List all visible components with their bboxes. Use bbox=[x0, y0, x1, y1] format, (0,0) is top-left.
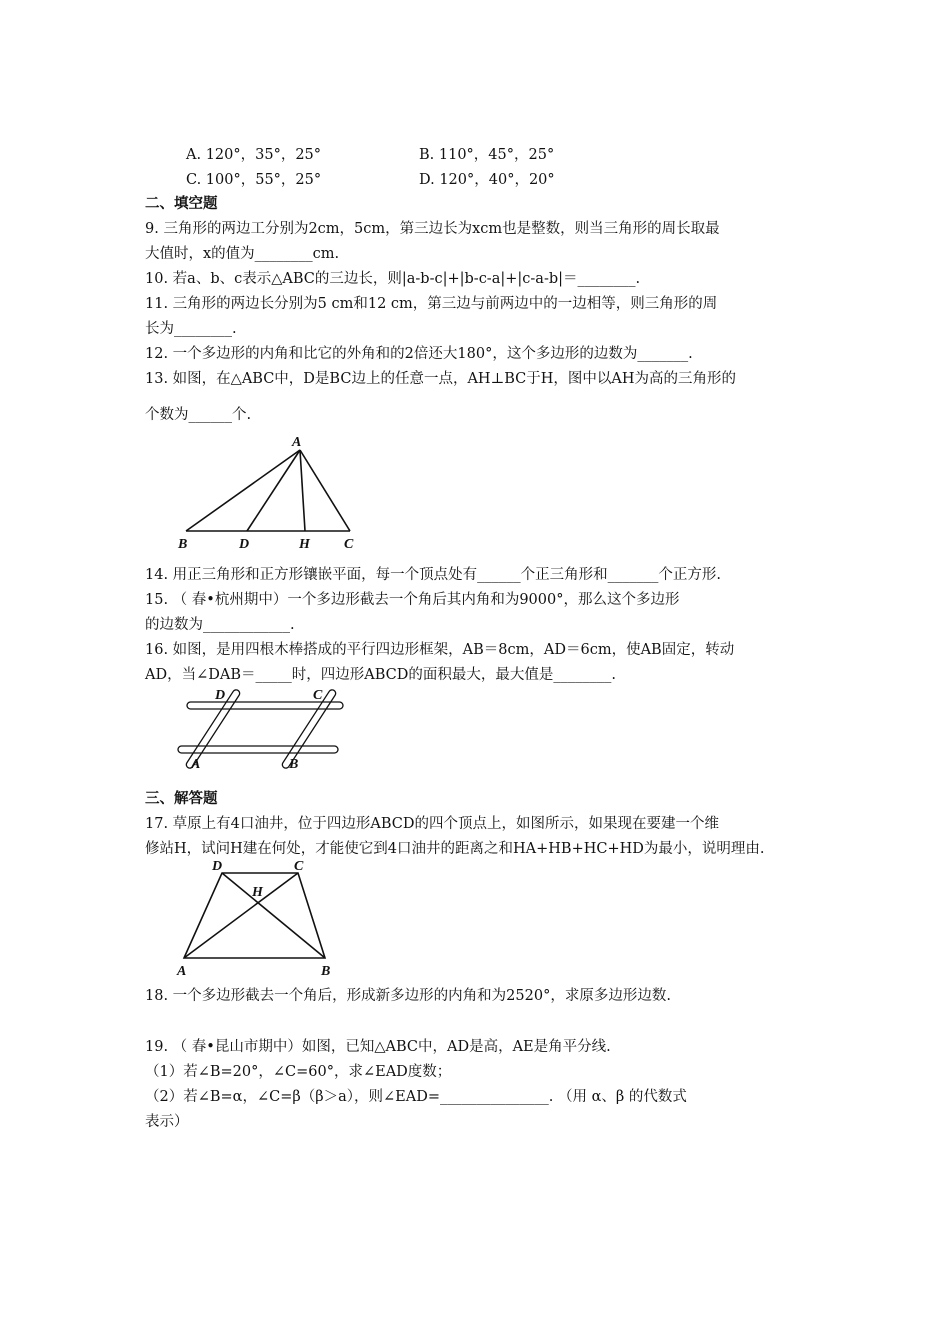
label-h: H bbox=[299, 537, 310, 552]
figure-17-quadrilateral bbox=[172, 855, 342, 980]
question-17-line-1: 17. 草原上有4口油井，位于四边形ABCD的四个顶点上，如图所示，如果现在要建一个维 bbox=[145, 816, 720, 832]
section-title-fill-in: 二、填空题 bbox=[145, 195, 218, 212]
question-18: 18. 一个多边形截去一个角后，形成新多边形的内角和为2520°，求原多边形边数. bbox=[145, 988, 671, 1004]
label-d: D bbox=[212, 859, 223, 874]
label-b: B bbox=[178, 537, 188, 552]
diagonal-ca bbox=[184, 873, 298, 958]
diagonal-db bbox=[222, 873, 325, 958]
question-16-line-1: 16. 如图，是用四根木棒搭成的平行四边形框架，AB＝8cm，AD＝6cm，使AB固定，转动 bbox=[145, 642, 735, 658]
option-b: B. 110°，45°，25° bbox=[419, 147, 555, 163]
question-11-line-1: 11. 三角形的两边长分别为5 cm和12 cm，第三边与前两边中的一边相等，则三角形的周 bbox=[145, 296, 718, 312]
label-a: A bbox=[191, 757, 201, 772]
label-b: B bbox=[321, 964, 331, 979]
question-15-line-1: 15. （ 春•杭州期中）一个多边形截去一个角后其内角和为9000°，那么这个多边形 bbox=[145, 592, 680, 608]
label-a: A bbox=[292, 435, 302, 450]
segment-ah bbox=[300, 450, 305, 531]
question-13-line-2: 个数为______个. bbox=[145, 407, 252, 423]
option-c: C. 100°，55°，25° bbox=[186, 172, 322, 188]
question-14: 14. 用正三角形和正方形镶嵌平面，每一个顶点处有______个正三角形和_______个正方形. bbox=[145, 567, 722, 583]
figure-13-triangle bbox=[170, 430, 370, 555]
question-16-line-2: AD，当∠DAB＝_____时，四边形ABCD的面积最大，最大值是________. bbox=[145, 667, 616, 683]
segment-ac bbox=[300, 450, 350, 531]
label-c: C bbox=[294, 859, 304, 874]
question-19-line-1: 19. （ 春•昆山市期中）如图，已知△ABC中，AD是高，AE是角平分线. bbox=[145, 1039, 611, 1055]
question-11-line-2: 长为________. bbox=[145, 321, 237, 337]
segment-ad bbox=[247, 450, 300, 531]
figure-16-parallelogram-frame bbox=[175, 685, 355, 775]
segment-ab bbox=[186, 450, 300, 531]
label-h: H bbox=[252, 885, 263, 900]
question-19-line-2: （1）若∠B=20°，∠C=60°，求∠EAD度数； bbox=[145, 1064, 452, 1080]
question-15-line-2: 的边数为____________. bbox=[145, 617, 295, 633]
question-9-line-1: 9. 三角形的两边工分别为2cm，5cm，第三边长为xcm也是整数，则当三角形的周长取最 bbox=[145, 221, 720, 237]
question-9-line-2: 大值时，x的值为________cm. bbox=[145, 246, 340, 262]
label-c: C bbox=[344, 537, 354, 552]
label-d: D bbox=[239, 537, 250, 552]
section-title-answer: 三、解答题 bbox=[145, 790, 218, 807]
label-d: D bbox=[215, 688, 226, 703]
question-19-line-3: （2）若∠B=α，∠C=β（β＞a），则∠EAD=_______________. （用 α、β 的代数式 bbox=[145, 1089, 687, 1105]
label-a: A bbox=[177, 964, 187, 979]
question-17-line-2: 修站H，试问H建在何处，才能使它到4口油井的距离之和HA+HB+HC+HD为最小，说明理由. bbox=[145, 841, 765, 857]
question-13-line-1: 13. 如图，在△ABC中，D是BC边上的任意一点，AH⊥BC于H，图中以AH为高的三角形的 bbox=[145, 371, 736, 387]
question-10: 10. 若a、b、c表示△ABC的三边长，则|a-b-c|+|b-c-a|+|c-a-b|＝________. bbox=[145, 271, 641, 287]
option-d: D. 120°，40°，20° bbox=[419, 172, 555, 188]
question-12: 12. 一个多边形的内角和比它的外角和的2倍还大180°，这个多边形的边数为_______. bbox=[145, 346, 693, 362]
label-b: B bbox=[289, 757, 299, 772]
label-c: C bbox=[313, 688, 323, 703]
option-a: A. 120°，35°，25° bbox=[186, 147, 322, 163]
question-19-line-4: 表示） bbox=[145, 1114, 189, 1130]
